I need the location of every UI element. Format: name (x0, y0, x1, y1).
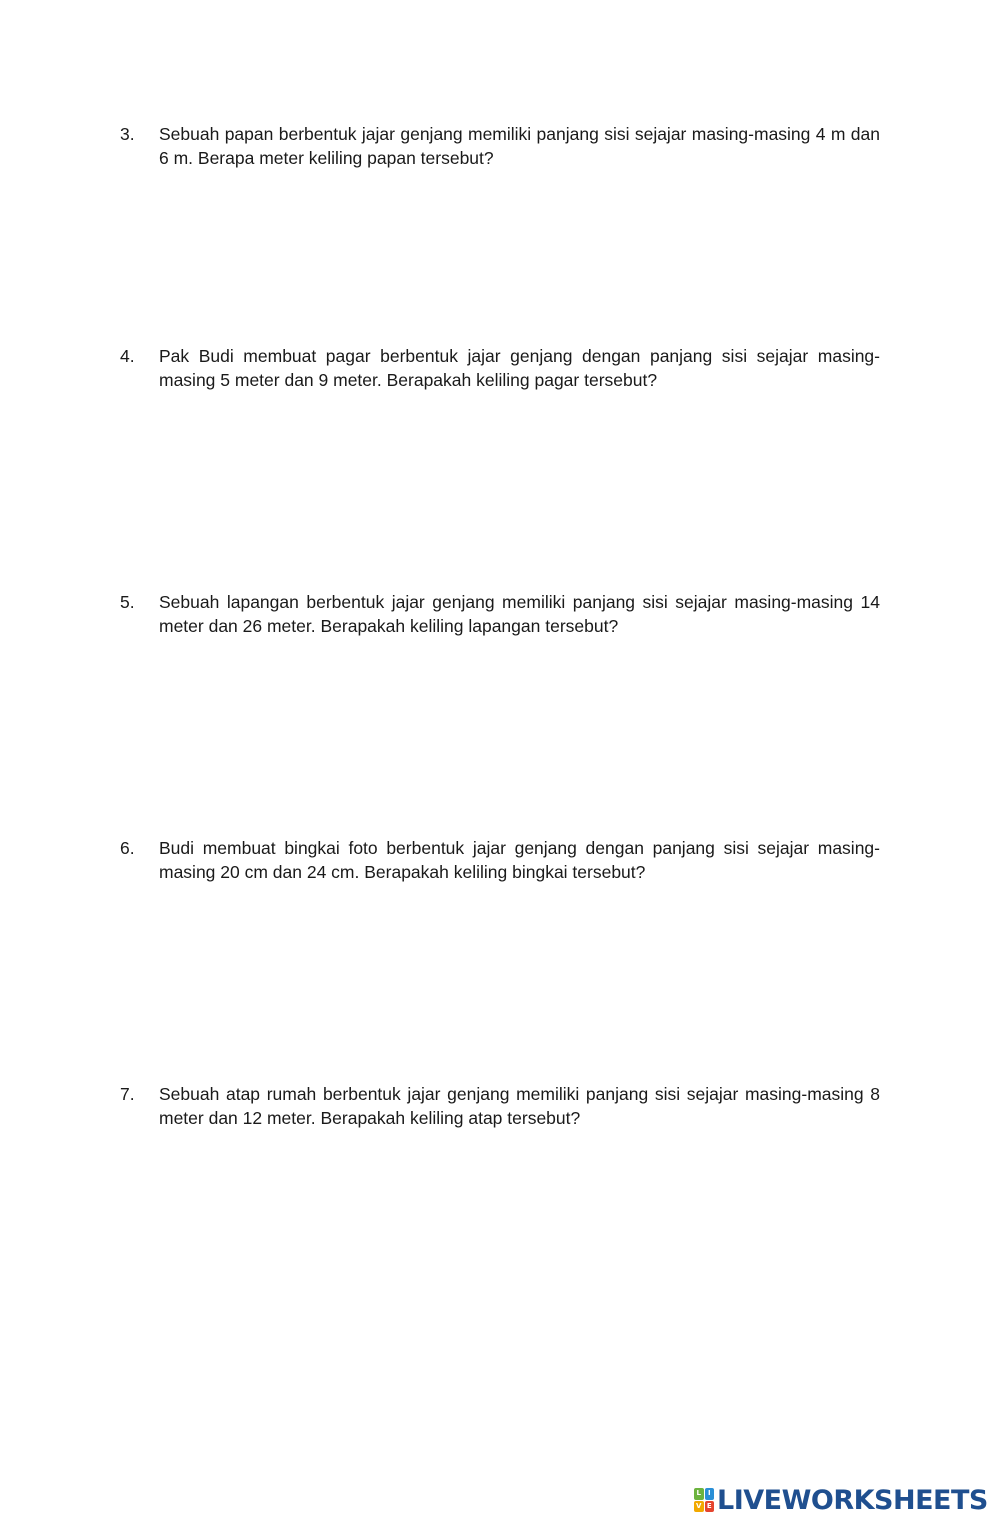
liveworksheets-logo-icon (694, 1488, 714, 1512)
question-4 (120, 344, 880, 392)
question-number: 7. (120, 1084, 135, 1104)
question-3 (120, 122, 880, 170)
question-text: Budi membuat bingkai foto berbentuk jajar genjang dengan panjang sisi sejajar masing-masing 20 cm dan 24 cm. Berapakah keliling bingkai tersebut? (159, 838, 880, 882)
logo-mark-tile: V (694, 1501, 704, 1513)
question-5 (120, 590, 880, 638)
logo-mark-tile: L (694, 1488, 704, 1500)
question-text: Sebuah papan berbentuk jajar genjang memiliki panjang sisi sejajar masing-masing 4 m dan 6 m. Berapa meter keliling papan tersebut? (159, 124, 880, 168)
logo-text: LIVEWORKSHEETS (717, 1484, 988, 1516)
question-7 (120, 1082, 880, 1130)
question-text: Sebuah lapangan berbentuk jajar genjang memiliki panjang sisi sejajar masing-masing 14 meter dan 26 meter. Berapakah keliling lapangan tersebut? (159, 592, 880, 636)
question-text: Pak Budi membuat pagar berbentuk jajar genjang dengan panjang sisi sejajar masing-masing 5 meter dan 9 meter. Berapakah keliling pagar tersebut? (159, 346, 880, 390)
question-number: 4. (120, 346, 135, 366)
question-number: 3. (120, 124, 135, 144)
liveworksheets-logo (694, 1484, 988, 1516)
question-number: 6. (120, 838, 135, 858)
logo-mark-tile: E (705, 1501, 715, 1513)
logo-mark-tile: I (705, 1488, 715, 1500)
question-6 (120, 836, 880, 884)
question-text: Sebuah atap rumah berbentuk jajar genjang memiliki panjang sisi sejajar masing-masing 8 meter dan 12 meter. Berapakah keliling atap tersebut? (159, 1084, 880, 1128)
question-number: 5. (120, 592, 135, 612)
